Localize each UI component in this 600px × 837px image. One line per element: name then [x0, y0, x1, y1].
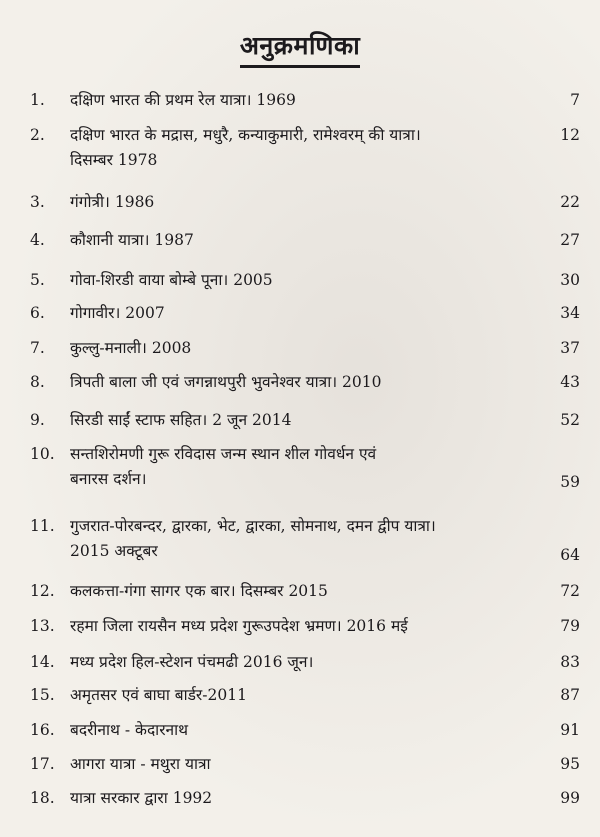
- entry-title: अमृतसर एवं बाघा बार्डर-2011: [70, 686, 247, 704]
- entry-page-number: 7: [570, 91, 580, 109]
- entry-title: दक्षिण भारत के मद्रास, मधुरै, कन्याकुमारी, रामेश्वरम् की यात्रा। दिसम्बर 1978: [70, 126, 421, 169]
- entry-page-number: 52: [560, 411, 580, 429]
- entry-title: आगरा यात्रा - मथुरा यात्रा: [70, 755, 211, 773]
- entry-number: 11.: [30, 517, 55, 535]
- entry-page-number: 64: [560, 546, 580, 564]
- entry-number: 14.: [30, 653, 55, 671]
- entry-number: 9.: [30, 411, 45, 429]
- entry-number: 13.: [30, 617, 55, 635]
- entry-page-number: 27: [560, 231, 580, 249]
- entry-title: कौशानी यात्रा। 1987: [70, 231, 194, 249]
- entry-title: गोगावीर। 2007: [70, 304, 165, 322]
- entry-page-number: 43: [560, 373, 580, 391]
- entry-page-number: 37: [560, 339, 580, 357]
- entry-number: 18.: [30, 789, 55, 807]
- entry-page-number: 30: [560, 271, 580, 289]
- entry-page-number: 95: [560, 755, 580, 773]
- entry-title: कलकत्ता-गंगा सागर एक बार। दिसम्बर 2015: [70, 582, 328, 600]
- entry-page-number: 87: [560, 686, 580, 704]
- entry-page-number: 34: [560, 304, 580, 322]
- entry-title: त्रिपती बाला जी एवं जगन्नाथपुरी भुवनेश्वर यात्रा। 2010: [70, 373, 382, 391]
- entry-page-number: 79: [560, 617, 580, 635]
- entry-number: 4.: [30, 231, 45, 249]
- entry-page-number: 12: [560, 126, 580, 144]
- entry-title: कुल्लु-मनाली। 2008: [70, 339, 192, 357]
- entry-page-number: 99: [560, 789, 580, 807]
- entry-page-number: 59: [560, 473, 580, 491]
- entry-number: 8.: [30, 373, 45, 391]
- entry-number: 5.: [30, 271, 45, 289]
- entry-number: 12.: [30, 582, 55, 600]
- page-title: [0, 28, 600, 68]
- entry-page-number: 83: [560, 653, 580, 671]
- entry-number: 2.: [30, 126, 45, 144]
- entry-title: यात्रा सरकार द्वारा 1992: [70, 789, 213, 807]
- entry-number: 7.: [30, 339, 45, 357]
- entry-number: 16.: [30, 721, 55, 739]
- entry-number: 17.: [30, 755, 55, 773]
- entry-number: 1.: [30, 91, 45, 109]
- entry-page-number: 22: [560, 193, 580, 211]
- entry-page-number: 91: [560, 721, 580, 739]
- entry-title: दक्षिण भारत की प्रथम रेल यात्रा। 1969: [70, 91, 296, 109]
- entry-title: सन्तशिरोमणी गुरू रविदास जन्म स्थान शील गोवर्धन एवं बनारस दर्शन।: [70, 445, 377, 488]
- entry-number: 10.: [30, 445, 55, 463]
- entry-title: गोवा-शिरडी वाया बोम्बे पूना। 2005: [70, 271, 273, 289]
- entry-title: बदरीनाथ - केदारनाथ: [70, 721, 189, 739]
- entry-number: 15.: [30, 686, 55, 704]
- page-title-text: अनुक्रमणिका: [240, 28, 360, 68]
- entry-number: 3.: [30, 193, 45, 211]
- entry-number: 6.: [30, 304, 45, 322]
- entry-page-number: 72: [560, 582, 580, 600]
- entry-title: गंगोत्री। 1986: [70, 193, 155, 211]
- entry-title: गुजरात-पोरबन्दर, द्वारका, भेट, द्वारका, सोमनाथ, दमन द्वीप यात्रा। 2015 अक्टूबर: [70, 517, 436, 560]
- entry-title: रहमा जिला रायसैन मध्य प्रदेश गुरूउपदेश भ्रमण। 2016 मई: [70, 617, 408, 635]
- entry-title: मध्य प्रदेश हिल-स्टेशन पंचमढी 2016 जून।: [70, 653, 314, 671]
- entry-title: सिरडी साईं स्टाफ सहित। 2 जून 2014: [70, 411, 292, 429]
